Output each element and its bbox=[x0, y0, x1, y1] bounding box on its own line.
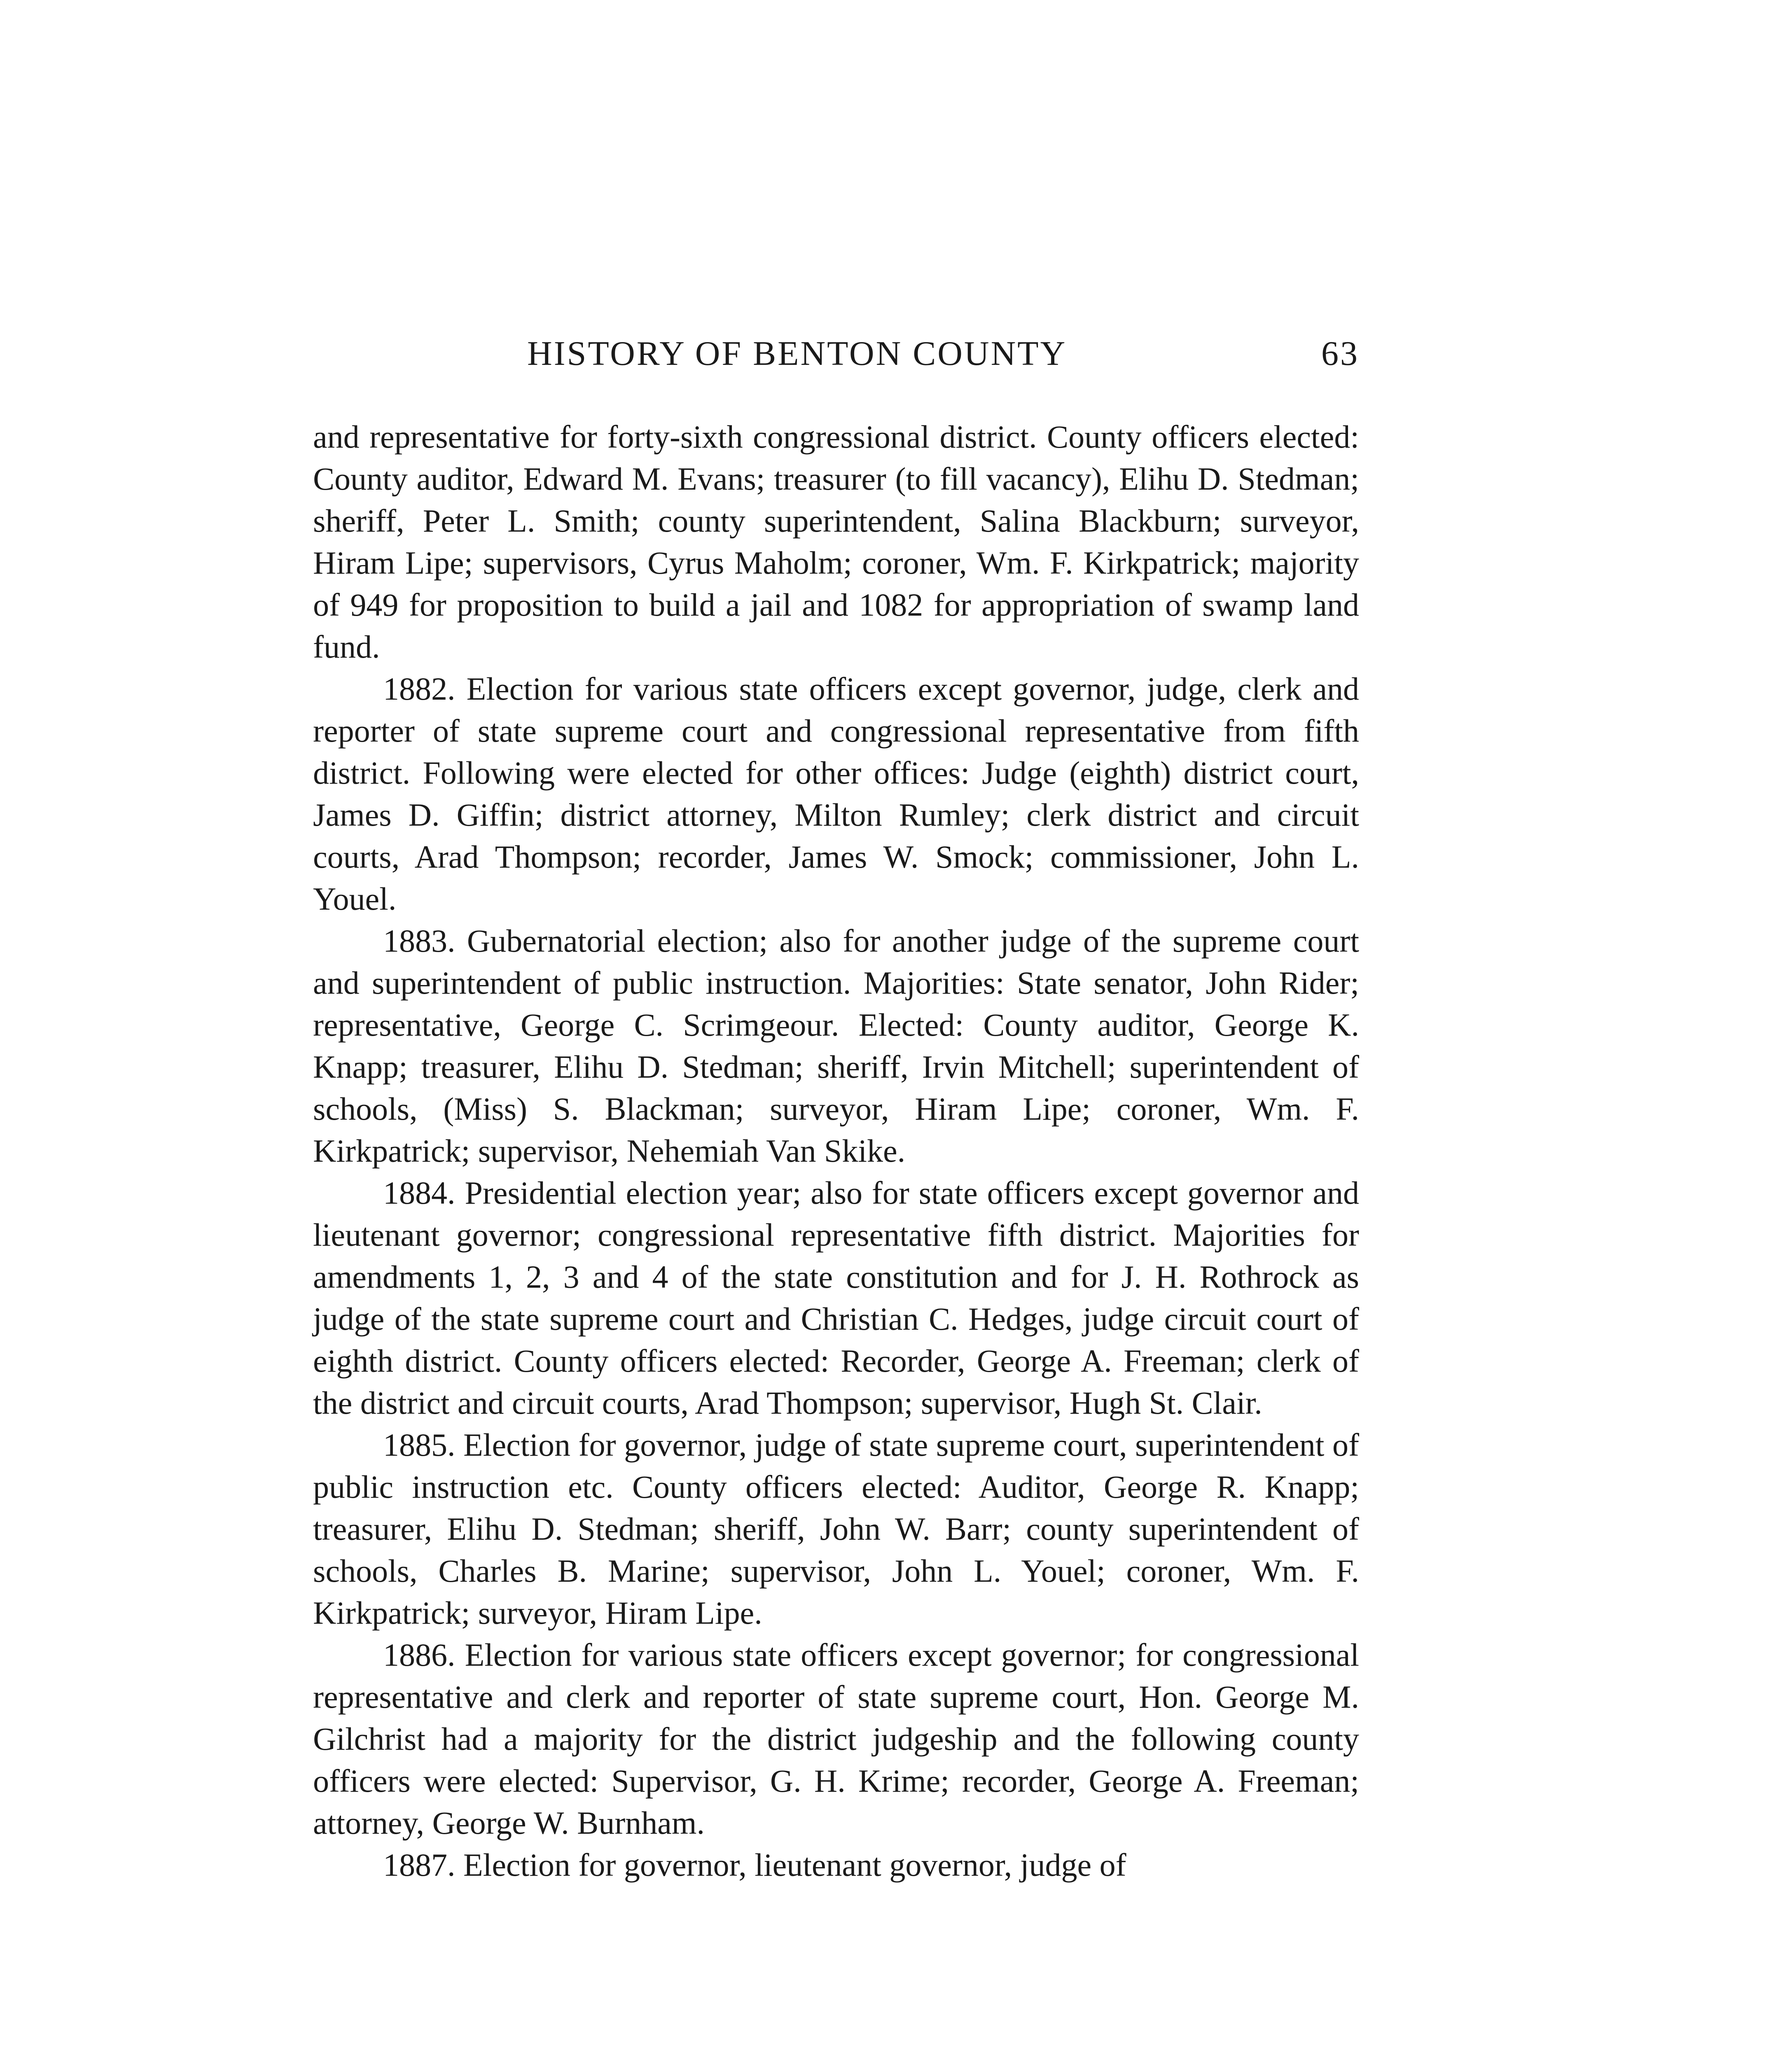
paragraph-1884: 1884. Presidential election year; also for state officers except governor and lieutenant governor; congressional representative fifth district. Majorities for amendments 1, 2, 3 and 4 of the state constitution and for J. H. Rothrock as judge of the state supreme court and Christian C. Hedges, judge circuit court of eighth district. County officers elected: Recorder, George A. Freeman; clerk of the district and circuit courts, Arad Thompson; supervisor, Hugh St. Clair. bbox=[313, 1175, 1359, 1421]
paragraph-1883: 1883. Gubernatorial election; also for another judge of the supreme court and superintendent of public instruction. Majorities: State senator, John Rider; representative, George C. Scrimgeour. Elected: County auditor, George K. Knapp; treasurer, Elihu D. Stedman; sheriff, Irvin Mitchell; superintendent of schools, (Miss) S. Blackman; surveyor, Hiram Lipe; coroner, Wm. F. Kirkpatrick; supervisor, Nehemiah Van Skike. bbox=[313, 923, 1359, 1169]
page-number: 63 bbox=[1321, 334, 1359, 373]
paragraph-1885: 1885. Election for governor, judge of state supreme court, superintendent of public instruction etc. County officers elected: Auditor, George R. Knapp; treasurer, Elihu D. Stedman; sheriff, John W. Barr; county superintendent of schools, Charles B. Marine; supervisor, John L. Youel; coroner, Wm. F. Kirkpatrick; surveyor, Hiram Lipe. bbox=[313, 1427, 1359, 1631]
paragraph-1886: 1886. Election for various state officers except governor; for congressional representative and clerk and reporter of state supreme court, Hon. George M. Gilchrist had a majority for the district judgeship and the following county officers were elected: Supervisor, G. H. Krime; recorder, George A. Freeman; attorney, George W. Burnham. bbox=[313, 1637, 1359, 1841]
paragraph-1887: 1887. Election for governor, lieutenant governor, judge of bbox=[383, 1847, 1126, 1883]
page-header bbox=[313, 334, 1359, 383]
body-text bbox=[313, 416, 1359, 1886]
paragraph-1882: 1882. Election for various state officers except governor, judge, clerk and reporter of state supreme court and congressional representative from fifth district. Following were elected for other offices: Judge (eighth) district court, James D. Giffin; district attorney, Milton Rumley; clerk district and circuit courts, Arad Thompson; recorder, James W. Smock; commissioner, John L. Youel. bbox=[313, 671, 1359, 917]
paragraph-continuation: and representative for forty-sixth congressional district. County officers elected: County auditor, Edward M. Evans; treasurer (to fill vacancy), Elihu D. Stedman; sheriff, Peter L. Smith; county superintendent, Salina Blackburn; surveyor, Hiram Lipe; supervisors, Cyrus Maholm; coroner, Wm. F. Kirkpatrick; majority of 949 for proposition to build a jail and 1082 for appropriation of swamp land fund. bbox=[313, 419, 1359, 665]
running-title: HISTORY OF BENTON COUNTY bbox=[527, 334, 1067, 373]
